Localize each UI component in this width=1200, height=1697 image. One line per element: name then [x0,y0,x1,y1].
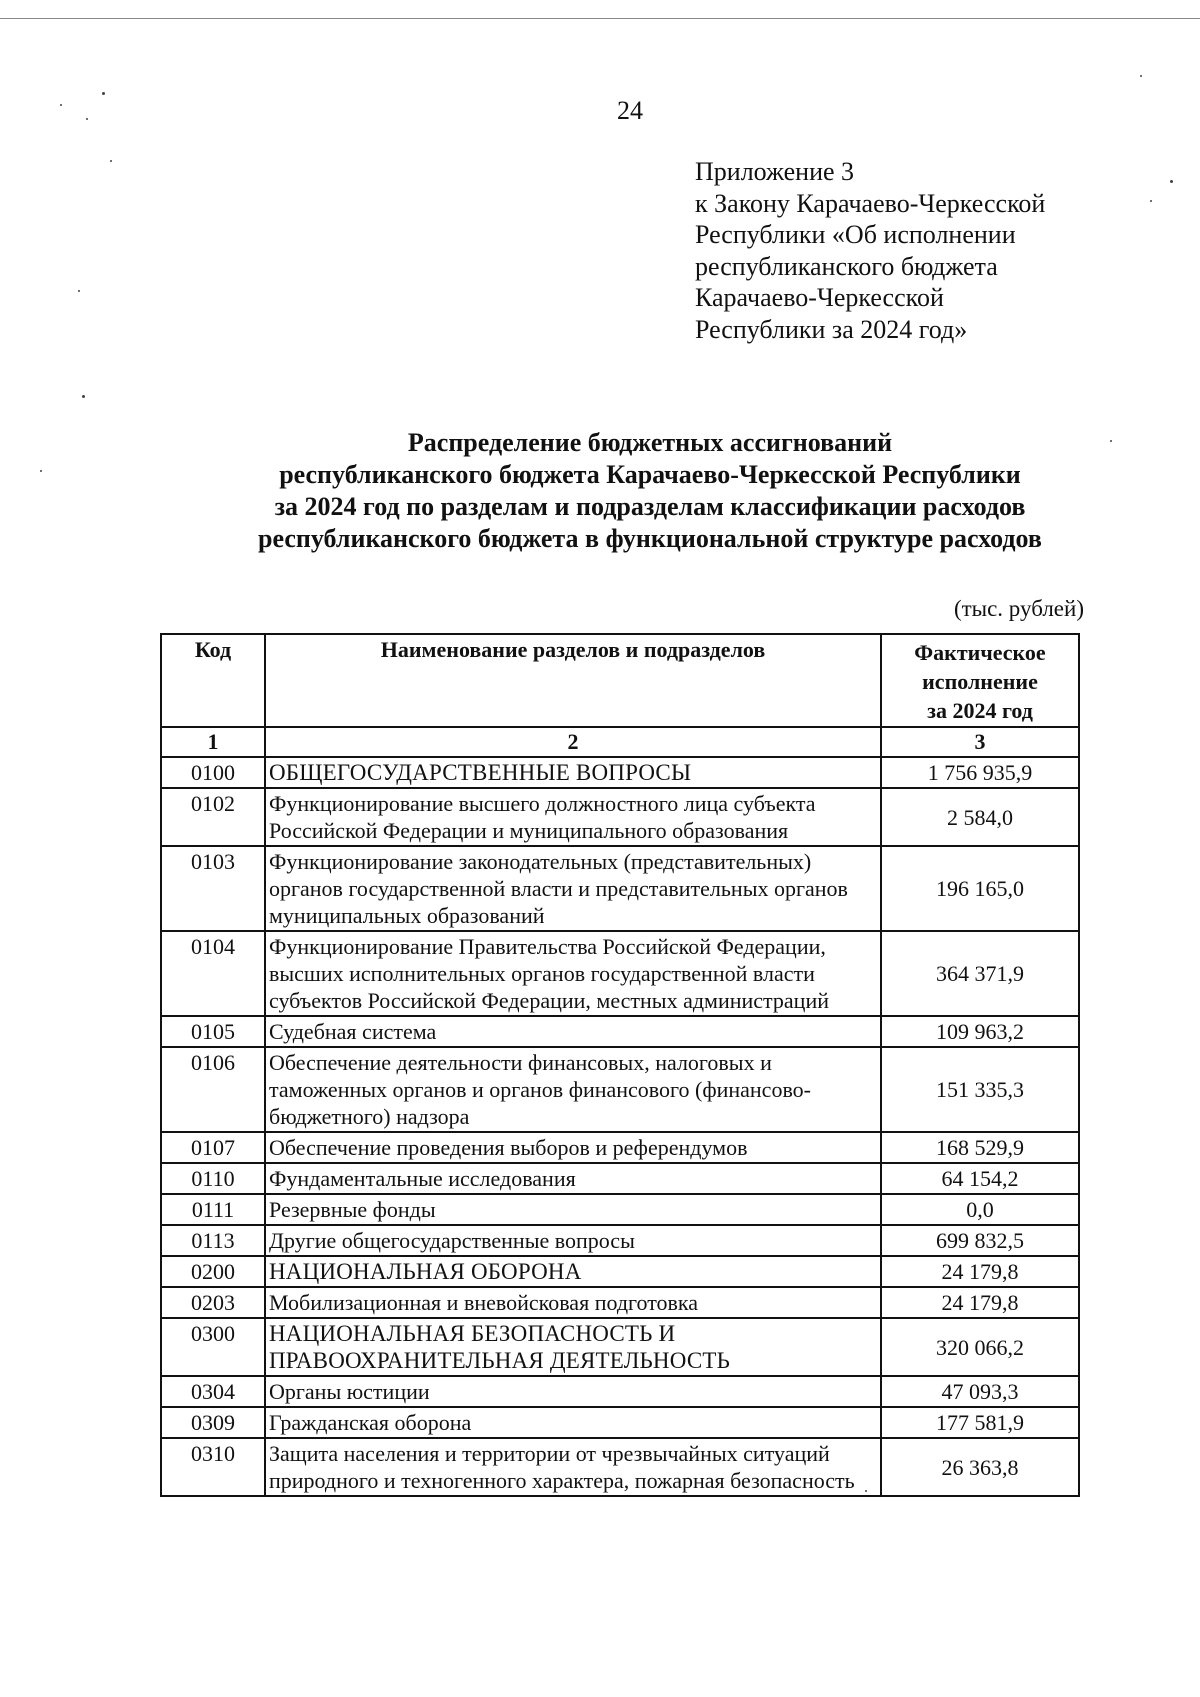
row-code: 0310 [161,1438,265,1496]
header-code: Код [161,634,265,727]
row-amount: 1 756 935,9 [881,757,1079,788]
table-row [161,1016,1079,1047]
title-line: Распределение бюджетных ассигнований [407,428,893,457]
appendix-line: Республики «Об исполнении [695,220,1016,249]
title-line: республиканского бюджета в функциональной структуре расходов [258,524,1042,553]
table-row [161,1318,1079,1376]
column-index: 2 [265,727,881,757]
scan-speck [86,118,88,120]
header-amount [881,634,1079,727]
row-code: 0107 [161,1132,265,1163]
row-amount: 699 832,5 [881,1225,1079,1256]
row-name: Судебная система [265,1016,881,1047]
column-index-row [161,727,1079,757]
row-code: 0203 [161,1287,265,1318]
header-row [161,634,1079,727]
row-code: 0106 [161,1047,265,1132]
row-amount: 0,0 [881,1194,1079,1225]
row-amount: 320 066,2 [881,1318,1079,1376]
table-row [161,757,1079,788]
row-name: ОБЩЕГОСУДАРСТВЕННЫЕ ВОПРОСЫ [265,757,881,788]
scan-speck [40,470,42,472]
row-amount: 24 179,8 [881,1287,1079,1318]
row-code: 0100 [161,757,265,788]
appendix-line: Республики за 2024 год» [695,314,968,344]
scan-speck [78,290,80,292]
row-code: 0103 [161,846,265,931]
row-code: 0309 [161,1407,265,1438]
header-amount-line: за 2024 год [927,698,1033,723]
row-name: Функционирование высшего должностного лица субъекта Российской Федерации и муниципального образования [265,788,881,846]
table-row [161,1047,1079,1132]
row-code: 0111 [161,1194,265,1225]
row-code: 0105 [161,1016,265,1047]
row-name: НАЦИОНАЛЬНАЯ БЕЗОПАСНОСТЬ И ПРАВООХРАНИТЕЛЬНАЯ ДЕЯТЕЛЬНОСТЬ [265,1318,881,1376]
row-name: Мобилизационная и вневойсковая подготовка [265,1287,881,1318]
table-row [161,1407,1079,1438]
row-name: Другие общегосударственные вопросы [265,1225,881,1256]
page-number: 24 [617,96,643,125]
row-amount: 196 165,0 [881,846,1079,931]
row-name: Органы юстиции [265,1376,881,1407]
row-code: 0113 [161,1225,265,1256]
row-amount: 177 581,9 [881,1407,1079,1438]
scan-speck [865,1490,867,1492]
row-name: Защита населения и территории от чрезвычайных ситуаций природного и техногенного характера, пожарная безопасность [265,1438,881,1496]
row-code: 0304 [161,1376,265,1407]
row-name: НАЦИОНАЛЬНАЯ ОБОРОНА [265,1256,881,1287]
table-row [161,1287,1079,1318]
row-amount: 47 093,3 [881,1376,1079,1407]
table-row [161,1225,1079,1256]
units-label: (тыс. рублей) [953,596,1084,621]
row-amount: 109 963,2 [881,1016,1079,1047]
scan-edge-line [0,18,1200,19]
budget-table [160,633,1080,1497]
title-line: за 2024 год по разделам и подразделам классификации расходов [274,492,1026,521]
document-title [170,427,1130,555]
appendix-line: к Закону Карачаево-Черкесской [695,188,1046,218]
header-name: Наименование разделов и подразделов [265,634,881,727]
table-row [161,1256,1079,1287]
scan-speck [1140,75,1142,77]
scan-speck [102,92,105,95]
row-name: Функционирование Правительства Российской Федерации, высших исполнительных органов государственной власти субъектов Российской Федерации, местных администраций [265,931,881,1016]
title-line: республиканского бюджета Карачаево-Черкесской Республики [279,460,1021,489]
row-code: 0110 [161,1163,265,1194]
table-row [161,1438,1079,1496]
scan-speck [1110,440,1112,442]
header-amount-line: исполнение [922,669,1038,694]
row-name: Фундаментальные исследования [265,1163,881,1194]
table-row [161,846,1079,931]
table-row [161,1194,1079,1225]
row-amount: 64 154,2 [881,1163,1079,1194]
scan-speck [110,160,112,162]
scan-speck [1170,180,1173,183]
table-row [161,1163,1079,1194]
row-code: 0200 [161,1256,265,1287]
row-code: 0102 [161,788,265,846]
row-name: Обеспечение проведения выборов и референдумов [265,1132,881,1163]
row-name: Функционирование законодательных (представительных) органов государственной власти и представительных органов муниципальных образований [265,846,881,931]
scan-speck [1150,200,1152,202]
row-code: 0104 [161,931,265,1016]
row-amount: 364 371,9 [881,931,1079,1016]
appendix-note [695,156,1045,345]
scan-speck [82,395,85,398]
row-code: 0300 [161,1318,265,1376]
row-amount: 26 363,8 [881,1438,1079,1496]
row-amount: 151 335,3 [881,1047,1079,1132]
table-row [161,931,1079,1016]
row-amount: 24 179,8 [881,1256,1079,1287]
column-index: 1 [161,727,265,757]
row-name: Гражданская оборона [265,1407,881,1438]
row-name: Обеспечение деятельности финансовых, налоговых и таможенных органов и органов финансового (финансово-бюджетного) надзора [265,1047,881,1132]
appendix-line: Карачаево-Черкесской [695,283,944,312]
scan-speck [60,104,62,106]
header-amount-line: Фактическое [914,640,1046,665]
column-index: 3 [881,727,1079,757]
table-row [161,1132,1079,1163]
row-name: Резервные фонды [265,1194,881,1225]
table-row [161,1376,1079,1407]
row-amount: 2 584,0 [881,788,1079,846]
appendix-line: республиканского бюджета [695,251,998,281]
appendix-line: Приложение 3 [695,157,855,186]
table-row [161,788,1079,846]
row-amount: 168 529,9 [881,1132,1079,1163]
